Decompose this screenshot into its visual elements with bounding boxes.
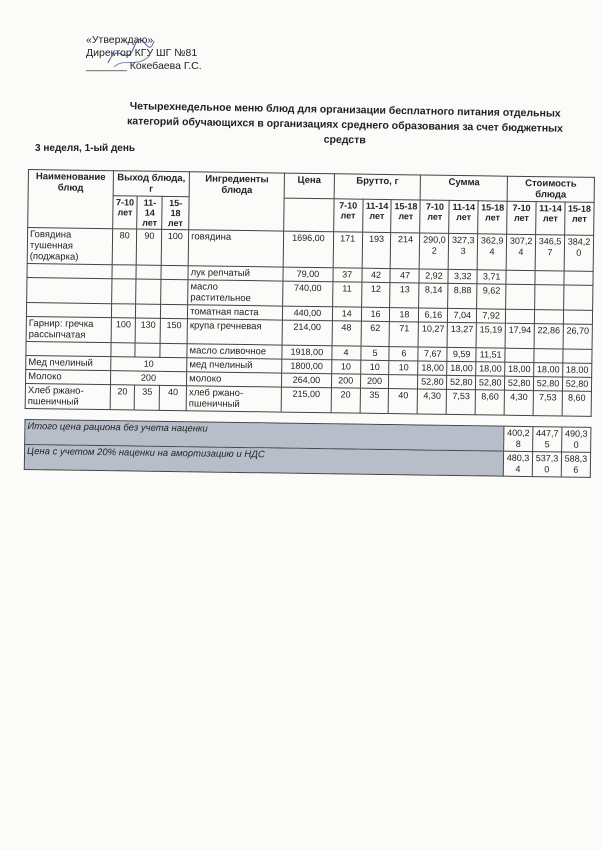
- gross-value: 6: [389, 347, 418, 361]
- cost-value: 22,86: [534, 324, 563, 349]
- sum-value: 7,92: [477, 309, 506, 323]
- gross-value: 62: [361, 321, 390, 346]
- signature-stamp-icon: [104, 33, 158, 73]
- price-value: 264,00: [282, 373, 332, 388]
- gross-value: 14: [332, 307, 361, 321]
- header-age: 15-18 лет: [162, 196, 189, 229]
- gross-value: 10: [360, 360, 389, 374]
- yield-value: 130: [136, 318, 161, 343]
- dish-name: Молоко: [26, 369, 111, 384]
- sum-value: 7,53: [446, 389, 475, 414]
- total-with-markup-label: Цена с учетом 20% наценки на амортизацию и НДС: [24, 444, 503, 476]
- header-cost: Стоимость блюда: [507, 176, 594, 202]
- gross-value: 16: [361, 307, 390, 321]
- menu-table: [24, 169, 595, 478]
- header-price-blank: [284, 198, 334, 232]
- price-value: 215,00: [281, 387, 331, 413]
- gross-value: 12: [361, 282, 390, 307]
- header-age: 7-10 лет: [333, 199, 362, 232]
- yield-value: 20: [110, 385, 135, 410]
- header-age: 15-18 лет: [565, 202, 595, 235]
- gross-value: 10: [331, 360, 360, 374]
- cost-value: [506, 270, 535, 284]
- total-with-markup-value: 480,34: [503, 451, 532, 476]
- sum-value: 9,59: [447, 347, 476, 361]
- sum-value: 18,00: [476, 362, 505, 376]
- gross-value: 40: [389, 389, 418, 414]
- cost-value: [563, 349, 592, 363]
- yield-all: 10: [110, 357, 187, 372]
- yield-value: [111, 343, 136, 357]
- sum-value: 52,80: [418, 375, 447, 389]
- yield-value: [161, 304, 188, 318]
- yield-value: [161, 265, 188, 279]
- dish-name: [27, 277, 112, 303]
- ingredient-name: крупа гречневая: [187, 319, 282, 345]
- cost-value: 52,80: [505, 376, 534, 390]
- cost-value: 17,94: [505, 323, 534, 348]
- dish-name: Гарнир: гречка рассыпчатая: [26, 316, 111, 342]
- sum-value: 52,80: [447, 375, 476, 389]
- cost-value: [535, 285, 564, 310]
- cost-value: 8,60: [562, 391, 591, 416]
- price-value: 1696,00: [283, 231, 333, 268]
- gross-value: 13: [390, 283, 419, 308]
- ingredient-name: томатная паста: [188, 305, 283, 320]
- cost-value: 4,30: [504, 390, 533, 415]
- header-age: 11-14 лет: [536, 202, 565, 235]
- gross-value: 193: [362, 232, 391, 268]
- yield-value: 80: [112, 229, 137, 265]
- total-no-markup-value: 490,30: [562, 427, 591, 452]
- gross-value: 200: [331, 374, 360, 388]
- cost-value: [564, 271, 593, 285]
- sum-value: 7,04: [448, 308, 477, 322]
- gross-value: 171: [333, 232, 362, 268]
- ingredient-name: хлеб ржано-пшеничный: [186, 386, 281, 412]
- yield-value: [136, 279, 161, 304]
- ingredient-name: масло растительное: [188, 280, 283, 306]
- sum-value: 3,32: [448, 269, 477, 283]
- gross-value: 48: [332, 321, 361, 346]
- yield-value: [136, 304, 161, 318]
- gross-value: 37: [333, 268, 362, 282]
- sum-value: 9,62: [477, 284, 506, 309]
- cost-value: 18,00: [563, 363, 592, 377]
- cost-value: [564, 285, 593, 310]
- gross-value: 200: [360, 374, 389, 388]
- yield-value: [136, 265, 161, 279]
- price-value: 214,00: [282, 320, 332, 346]
- cost-value: 26,70: [563, 324, 592, 349]
- price-value: 79,00: [283, 267, 333, 282]
- total-with-markup-value: 537,30: [532, 452, 561, 477]
- sum-value: 10,27: [418, 322, 447, 347]
- price-value: 1800,00: [282, 359, 332, 374]
- gross-value: 10: [389, 361, 418, 375]
- yield-value: 40: [159, 385, 186, 410]
- ingredient-name: лук репчатый: [188, 266, 283, 281]
- price-value: 440,00: [283, 306, 333, 321]
- yield-value: 100: [111, 318, 136, 343]
- sum-value: 327,33: [448, 233, 477, 269]
- header-yield: Выход блюда, г: [113, 171, 190, 197]
- header-dish: Наименование блюд: [28, 170, 113, 229]
- cost-value: [505, 348, 534, 362]
- yield-all: 200: [110, 371, 187, 386]
- gross-value: 5: [360, 346, 389, 360]
- sum-value: 8,14: [419, 283, 448, 308]
- sum-value: 6,16: [419, 308, 448, 322]
- yield-value: 150: [160, 318, 187, 343]
- ingredient-name: говядина: [188, 230, 283, 267]
- sum-value: 11,51: [476, 348, 505, 362]
- cost-value: 18,00: [505, 362, 534, 376]
- header-age: 11-14 лет: [362, 199, 391, 232]
- gross-value: 4: [332, 346, 361, 360]
- yield-value: [111, 304, 136, 318]
- dish-name: Говядина тушенная (поджарка): [27, 228, 112, 265]
- yield-value: [112, 265, 137, 279]
- approval-line-2: Директор КГУ ШГ №81: [86, 47, 198, 59]
- sum-value: 18,00: [447, 361, 476, 375]
- gross-value: [389, 375, 418, 389]
- sum-value: 8,60: [475, 390, 504, 415]
- cost-value: 346,57: [535, 235, 564, 271]
- week-day-label: 3 неделя, 1-ый день: [35, 143, 136, 154]
- yield-value: [160, 343, 187, 357]
- yield-value: 100: [161, 229, 188, 265]
- total-no-markup-label: Итого цена рациона без учета наценки: [25, 419, 504, 451]
- header-age: 7-10 лет: [420, 200, 449, 233]
- gross-value: 47: [390, 269, 419, 283]
- sum-value: 2,92: [419, 269, 448, 283]
- sum-value: 18,00: [418, 361, 447, 375]
- sum-value: 13,27: [447, 322, 476, 347]
- ingredient-name: молоко: [187, 372, 282, 387]
- total-no-markup-value: 447,75: [533, 427, 562, 452]
- total-with-markup-value: 588,36: [561, 452, 590, 477]
- dish-name: [26, 302, 111, 317]
- dish-name: Хлеб ржано-пшеничный: [25, 383, 110, 409]
- sum-value: 7,67: [418, 347, 447, 361]
- sum-value: 4,30: [418, 389, 447, 414]
- header-ingredients: Ингредиенты блюда: [189, 172, 285, 231]
- price-value: 1918,00: [282, 345, 332, 360]
- ingredient-name: масло сливочное: [187, 344, 282, 359]
- header-sum: Сумма: [421, 175, 508, 201]
- cost-value: [534, 310, 563, 324]
- approval-line-3: _______ Кокебаева Г.С.: [86, 60, 202, 72]
- ingredient-name: мед пчелиный: [187, 358, 282, 373]
- header-age: 15-18 лет: [478, 201, 507, 234]
- header-age: 7-10 лет: [507, 201, 536, 234]
- cost-value: 18,00: [534, 363, 563, 377]
- gross-value: 42: [362, 268, 391, 282]
- yield-value: [135, 343, 160, 357]
- total-no-markup-value: 400,28: [504, 426, 533, 451]
- sum-value: 362,94: [477, 234, 506, 270]
- gross-value: 214: [391, 233, 420, 269]
- header-age: 11-14 лет: [449, 200, 478, 233]
- header-price: Цена: [284, 173, 334, 199]
- gross-value: 20: [331, 388, 360, 413]
- cost-value: 7,53: [533, 391, 562, 416]
- cost-value: 52,80: [533, 377, 562, 391]
- yield-value: [161, 279, 188, 304]
- dish-name: [27, 263, 112, 278]
- cost-value: [534, 349, 563, 363]
- dish-name: Мед пчелиный: [26, 355, 111, 370]
- header-age: 7-10 лет: [112, 196, 137, 229]
- header-age: 11-14 лет: [137, 196, 162, 229]
- gross-value: 71: [390, 322, 419, 347]
- gross-value: 35: [360, 388, 389, 413]
- gross-value: 18: [390, 308, 419, 322]
- sum-value: 15,19: [476, 323, 505, 348]
- cost-value: 307,24: [506, 234, 535, 270]
- cost-value: [563, 310, 592, 324]
- sum-value: 8,88: [448, 283, 477, 308]
- yield-value: 90: [137, 229, 162, 265]
- cost-value: 384,20: [564, 235, 594, 271]
- cost-value: [535, 271, 564, 285]
- sum-value: 3,71: [477, 270, 506, 284]
- dish-name: [26, 341, 111, 356]
- cost-value: [506, 309, 535, 323]
- cost-value: 52,80: [562, 377, 591, 391]
- cost-value: [506, 284, 535, 309]
- header-age: 15-18 лет: [391, 200, 420, 233]
- gross-value: 11: [332, 282, 361, 307]
- yield-value: [111, 279, 136, 304]
- header-gross: Брутто, г: [334, 174, 421, 200]
- sum-value: 290,02: [420, 233, 449, 269]
- sum-value: 52,80: [476, 376, 505, 390]
- document-title: Четырехнедельное меню блюд для организации бесплатного питания отдельных категорий обучающихся в организациях среднего образования за счет бюджетных средств: [126, 100, 564, 147]
- price-value: 740,00: [283, 281, 333, 307]
- approval-line-1: «Утверждаю»: [86, 34, 154, 46]
- yield-value: 35: [135, 385, 160, 410]
